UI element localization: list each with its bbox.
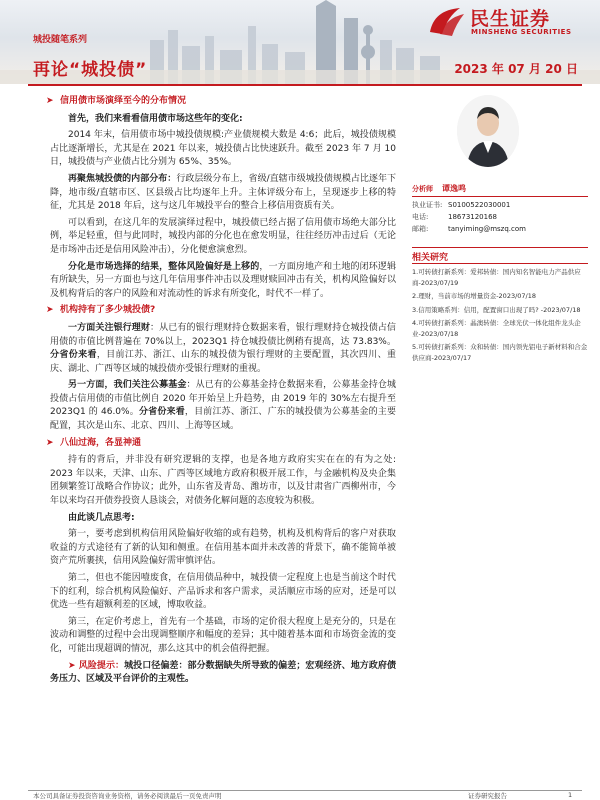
report-date: 2023 年 07 月 20 日 xyxy=(454,62,578,76)
paragraph: 另一方面，我们关注公募基金：从已有的公募基金持仓数据来看，公募基金持仓城投债占信用债的市值比例自 2020 年开始呈上升趋势，由 2019 年的 30%左右提升至 2023Q1 的 46.0%。分省份来看，目前江苏、浙江、广东的城投债为公募基金的主要配置，其次是山东、北京、四川、上海等区域。 xyxy=(50,380,396,432)
related-item[interactable]: 3.信用策略系列：信用，配置窗口出现了吗? -2023/07/18 xyxy=(412,305,581,314)
related-item[interactable]: 5.可转债打新系列：众和转债：国内领先铝电子新材料和合金供应商-2023/07/17 xyxy=(412,343,588,362)
related-research-list xyxy=(412,267,588,366)
minsheng-logo xyxy=(422,2,582,40)
section-heading-holdings: ➤ 机构持有了多少城投债? xyxy=(46,304,396,318)
analyst-avatar-icon xyxy=(457,95,519,167)
footer-label: 证券研究报告 xyxy=(468,792,507,800)
header-divider xyxy=(28,84,582,86)
triangle-bullet-icon: ➤ xyxy=(46,305,54,316)
related-divider-top xyxy=(412,247,588,248)
cert-number: S0100522030001 xyxy=(448,201,511,209)
logo-mark-icon xyxy=(426,4,466,38)
paragraph: 2014 年末，信用债市场中城投债规模:产业债规模大数是 4:6；此后，城投债规模占比逐渐增长，尤其是在 2021 年以来，城投债占比快速跃升。截至 2023 年 7 月 10 日，城投债与产业债占比分别为 65%、35%。 xyxy=(50,130,396,168)
analyst-name: 谭逸鸣 xyxy=(442,184,466,193)
header-banner xyxy=(0,0,600,84)
triangle-bullet-icon: ➤ xyxy=(46,96,54,106)
triangle-bullet-icon: ➤ xyxy=(68,660,79,671)
paragraph: 一方面关注银行理财：从已有的银行理财持仓数据来看，银行理财持仓城投债占信用债的市值比例普遍在 70%以上，2023Q1 持仓城投债比例稍有提高，达 73.83%。分省份来看，目前江苏、浙江、山东的城投债为银行理财的主要配置，其次四川、重庆、湖北、广西等区域的城投债亦受银行理财的重视。 xyxy=(50,322,396,374)
related-divider-bottom xyxy=(412,263,588,264)
analyst-label: 分析师 xyxy=(412,185,433,193)
related-item[interactable]: 4.可转债打新系列：晶澳转债：全球光伏一体化组件龙头企业-2023/07/18 xyxy=(412,319,581,338)
report-title: 再论“城投债” xyxy=(33,60,148,80)
footer-disclaimer: 本公司具备证券投资咨询业务资格，请务必阅读最后一页免责声明 xyxy=(33,792,222,800)
paragraph: 第三，在定价考虑上，首先有一个基础，市场的定价很大程度上是充分的，只是在波动和调整的过程中会出现调整顺序和幅度的差异；其中随着基本面和市场资金流的变化，可能出现超调的情况，那么这其中的机会值得把握。 xyxy=(50,616,396,654)
paragraph: 可以看到，在这几年的发展演绎过程中，城投债已经占据了信用债市场绝大部分比例，举足轻重，但与此同时，城投内部的分化也在愈发明显，往往经历冲击过后（无论是市场冲击还是信用风险冲击），分化便愈演愈烈。 xyxy=(50,217,396,255)
analyst-photo xyxy=(457,95,519,167)
related-item[interactable]: 2.理财，当前市场的增量资金-2023/07/18 xyxy=(412,292,537,300)
phone-number: 18673120168 xyxy=(448,213,497,221)
series-label: 城投随笔系列 xyxy=(33,35,88,45)
email-label: 邮箱: xyxy=(412,225,429,233)
related-item[interactable]: 1.可转债打新系列：爱邦转债：国内知名智能电力产品供应商-2023/07/19 xyxy=(412,268,581,287)
phone-label: 电话: xyxy=(412,213,429,221)
main-content xyxy=(46,95,396,687)
section-heading-distribution: ➤ 信用债市场演绎至今的分布情况 xyxy=(46,95,396,109)
paragraph: 持有的背后，并非没有研究逻辑的支撑，也是各地方政府实实在在的有为之处: 2023 年以来，天津、山东、广西等区域地方政府积极开展工作，与金融机构及央企集团频繁签订战略合作协议；此外，山东省及青岛、潍坊市，以及甘肃省广西柳州市，今年以来均召开债券投资人恳谈会，对债务化解问题的态度较为积极。 xyxy=(50,455,396,507)
paragraph-intro: 首先，我们来看看信用债市场这些年的变化: xyxy=(68,113,243,124)
paragraph: 分化是市场选择的结果，整体风险偏好是上移的，一方面房地产和土地的闭环逻辑有所缺失，另一方面也与这几年信用事件冲击以及理财赎回冲击有关，机构风险偏好以及机构背后的客户的风险和对流动性的诉求有所变化，时代不一样了。 xyxy=(50,261,396,299)
triangle-bullet-icon: ➤ xyxy=(46,437,54,448)
section-heading-eight-immortals: ➤ 八仙过海，各显神通 xyxy=(46,437,396,451)
related-research-title: 相关研究 xyxy=(412,253,449,263)
cert-label: 执业证书: xyxy=(412,201,443,209)
page-number: 1 xyxy=(568,791,573,799)
paragraph: 第一，要考虑到机构信用风险偏好收缩的或有趋势，机构及机构背后的客户对获取收益的方式途径有了新的认知和侧重。在信用基本面并未改善的背景下，确不能简单被资产荒所裹挟，信用风险偏好需审慎评估。 xyxy=(50,529,396,567)
paragraph: 第二，但也不能因噎废食，在信用债品种中，城投债一定程度上也是当前这个时代下的红利，综合机构风险偏好、产品诉求和客户需求，灵活顺应市场的应对，还是可以优选一些有超额利差的区域，博取收益。 xyxy=(50,573,396,611)
analyst-divider xyxy=(412,196,588,197)
paragraph-thoughts-intro: 由此谈几点思考: xyxy=(68,512,135,523)
risk-warning: ➤ 风险提示：城投口径偏差：部分数据缺失所导致的偏差；宏观经济、地方政府债务压力、区域及平台评价的主观性。 xyxy=(50,660,396,685)
analyst-info xyxy=(412,183,588,235)
logo-subtitle: MINSHENG SECURITIES xyxy=(471,28,572,36)
logo-name: 民生证券 xyxy=(470,8,551,30)
paragraph: 再聚焦城投债的内部分布：行政层级分布上，省级/直辖市级城投债规模占比逐年下降，地市级/直辖市区、区县级占比均逐年上升。主体评级分布上，呈现逐步上移的特征，尤其是 2018 年后，这与这几年城投平台的整合上移信用资质有关。 xyxy=(50,173,396,212)
email-address[interactable]: tanyiming@mszq.com xyxy=(448,225,526,233)
